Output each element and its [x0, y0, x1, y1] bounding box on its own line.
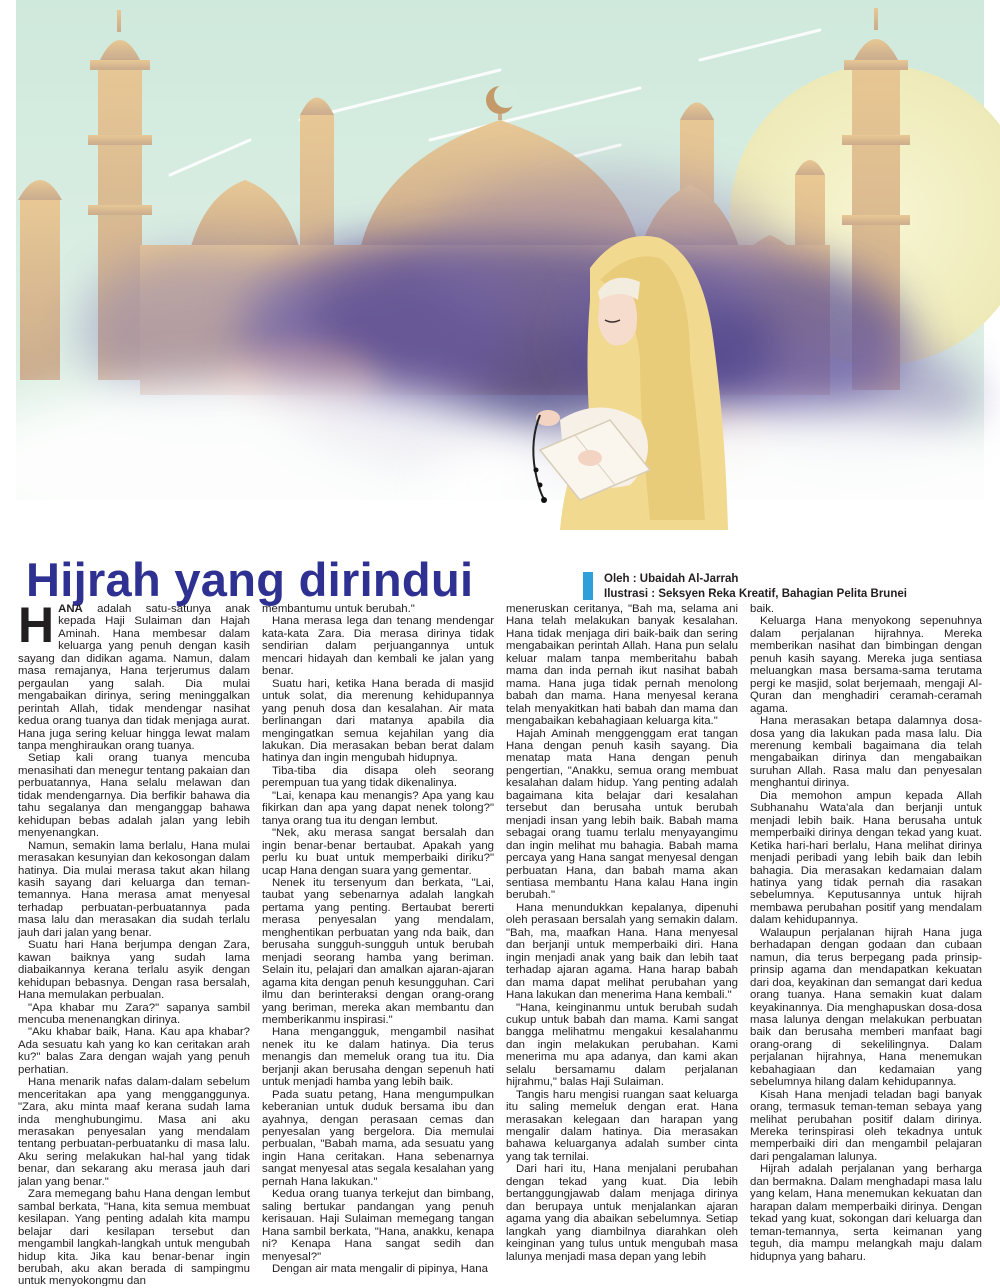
byline: Oleh : Ubaidah Al-Jarrah: [604, 573, 739, 585]
paragraph: Kisah Hana menjadi teladan bagi banyak orang, termasuk teman-teman sebaya yang melihat perubahan positif dalam dirinya. Mereka terinspirasi oleh tekadnya untuk memperbaiki diri dan mengambil pelajaran dari pengalaman lalunya.: [750, 1088, 982, 1163]
paragraph: Zara memegang bahu Hana dengan lembut sambal berkata, "Hana, kita semua membuat kesilapan. Yang penting adalah kita mampu belajar dari kesilapan tersebut dan mengambil langkah-langkah untuk mengubah hidup kita. Jika kau benar-benar ingin berubah, aku akan berada di sampingmu untuk menyokongmu dan: [18, 1188, 250, 1286]
article-illustration: [0, 0, 1000, 560]
paragraph: Suatu hari, ketika Hana berada di masjid untuk solat, dia merenung kehidupannya yang penuh dosa dan kesalahan. Air mata berlinangan dari matanya apabila dia mengingatkan semua kejahilan yang dia lakukan. Dia merasakan beban berat dalam hatinya dan ingin mengubah hidupnya.: [262, 677, 494, 765]
mosque-prayer-illustration: [0, 0, 1000, 560]
drop-cap: H: [18, 603, 55, 653]
text-column-1: [18, 603, 250, 1286]
paragraph: Hijrah adalah perjalanan yang berharga dan bermakna. Dalam menghadapi masa lalu yang kelam, Hana menemukan kekuatan dan harapan dalam memperbaiki dirinya. Dengan tekad yang kuat, sokongan dari keluarga dan teman-temannya, serta keimanan yang teguh, dia mampu melangkah maju dalam hidupnya yang baharu.: [750, 1163, 982, 1263]
paragraph: "Nek, aku merasa sangat bersalah dan ingin benar-benar bertaubat. Apakah yang perlu ku buat untuk memperbaiki diriku?" ucap Hana dengan suara yang gementar.: [262, 827, 494, 877]
paragraph-text: adalah satu-satunya anak kepada Haji Sulaiman dan Hajah Aminah. Hana membesar dalam keluarga yang penuh dengan kasih sayang dan didikan agama. Namun, dalam masa remajanya, Hana terjerumus dalam pergaulan yang salah. Dia mulai mengabaikan dirinya, sering meninggalkan perintah Allah, tidak mendengar nasihat kedua orang tuanya dan tidak menjaga aurat. Hana juga sering keluar hingga lewat malam tanpa menghiraukan orang tuanya.: [18, 603, 250, 752]
paragraph: "Lai, kenapa kau menangis? Apa yang kau fikirkan dan apa yang dapat nenek tolong?" tanya orang tua itu dengan lembut.: [262, 789, 494, 827]
paragraph: Hajah Aminah menggenggam erat tangan Hana dengan penuh kasih sayang. Dia menatap mata Hana dengan penuh pengertian, "Anakku, semua orang membuat kesalahan dalam hidup. Yang penting adalah bagaimana kita belajar dari kesalahan tersebut dan berusaha untuk berubah menjadi insan yang lebih baik. Babah mama sebagai orang tuamu terlalu menyayangimu dan ingin melihat mu bahagia. Babah mama percaya yang Hana sangat menyesal dengan perbuatan Hana, dan babah mama akan sentiasa membantu Hana kalau Hana ingin berubah.": [506, 727, 738, 902]
paragraph: Dari hari itu, Hana menjalani perubahan dengan tekad yang kuat. Dia lebih bertanggungjawab dalam menjaga dirinya dan berupaya untuk menjalankan ajaran agama yang dia abaikan sebelumnya. Setiap langkah yang diambilnya diarahkan oleh keinginan yang tulus untuk mengubah masa lalunya menjadi masa depan yang lebih: [506, 1163, 738, 1263]
paragraph: "Aku khabar baik, Hana. Kau apa khabar? Ada sesuatu kah yang ko kan ceritakan arah ku?" balas Zara dengan wajah yang penuh perhatian.: [18, 1026, 250, 1076]
article-body: [18, 603, 982, 1286]
paragraph: Hana merasa lega dan tenang mendengar kata-kata Zara. Dia merasa dirinya tidak sendirian dalam perjuangannya untuk mencari hidayah dan kembali ke jalan yang benar.: [262, 615, 494, 678]
paragraph: Namun, semakin lama berlalu, Hana mulai merasakan kesunyian dan kekosongan dalam hatinya. Dia mulai merasa takut akan hilang kasih sayang dari keluarga dan teman-temannya. Hana merasa amat menyesal terhadap perbuatan-perbuatannya pada masa lalu dan merasakan dia sudah terlalu jauh dari jalan yang benar.: [18, 839, 250, 939]
paragraph: Keluarga Hana menyokong sepenuhnya dalam perjalanan hijrahnya. Mereka memberikan nasihat dan bimbingan dengan penuh kasih sayang. Mereka juga sentiasa meluangkan masa bersama-sama terutama pergi ke masjid, solat berjemaah, mengaji Al-Quran dan menghadiri ceramah-ceramah agama.: [750, 615, 982, 715]
paragraph: "Hana, keinginanmu untuk berubah sudah cukup untuk babah dan mama. Kami sangat bangga melihatmu mengakui kesalahanmu dan ingin melakukan perubahan. Kami menerima mu apa adanya, dan kami akan selalu bersamamu dalam perjalanan hijrahmu," balas Haji Sulaiman.: [506, 1001, 738, 1089]
text-column-2: [262, 603, 494, 1286]
paragraph: "Apa khabar mu Zara?" sapanya sambil mencuba menenangkan dirinya.: [18, 1001, 250, 1026]
paragraph: Walaupun perjalanan hijrah Hana juga berhadapan dengan godaan dan cubaan namun, dia terus berpegang pada prinsip-prinsip agama dan mendapatkan kekuatan dari doa, keyakinan dan semangat dari kedua orang tuanya. Hana semakin kuat dalam keyakinannya. Dia menghapuskan dosa-dosa masa lalunya dengan melakukan perbuatan baik dan berusaha memberi manfaat bagi orang-orang di sekelilingnya. Dalam perjalanan hijrahnya, Hana menemukan kebahagiaan dan kedamaian yang sebelumnya hilang dalam kehidupannya.: [750, 926, 982, 1089]
paragraph: membantumu untuk berubah.": [262, 603, 415, 615]
paragraph: baik.: [750, 603, 775, 615]
article-credits: [604, 572, 907, 601]
paragraph: Tangis haru mengisi ruangan saat keluarga itu saling memeluk dengan erat. Hana merasakan kelegaan dan harapan yang mengalir dalam hatinya. Dia merasakan bahawa keluarganya adalah sumber cinta yang tak ternilai.: [506, 1088, 738, 1163]
paragraph: Hana menarik nafas dalam-dalam sebelum menceritakan apa yang mengganggunya. "Zara, aku minta maaf kerana sudah lama inda menghubungimu. Masa ani aku merasakan penyesalan yang mendalam tentang perbuatan-perbuatanku di masa lalu. Aku sering melakukan hal-hal yang tidak benar, dan sekarang aku merasa jauh dari jalan yang benar.": [18, 1076, 250, 1188]
paragraph: Kedua orang tuanya terkejut dan bimbang, saling bertukar pandangan yang penuh kerisauan. Haji Sulaiman memegang tangan Hana sambil berkata, "Hana, anakku, kenapa ni? Kenapa Hana sangat sedih dan menyesal?": [262, 1188, 494, 1263]
paragraph: Hana menundukkan kepalanya, dipenuhi oleh perasaan bersalah yang semakin dalam. "Bah, ma, maafkan Hana. Hana menyesal dan berjanji untuk memperbaiki diri. Hana ingin menjadi anak yang baik dan lebih taat terhadap ajaran agama. Hana harap babah dan mama dapat melihat perubahan yang Hana lakukan dan menerima Hana kembali.": [506, 901, 738, 1002]
paragraph: Setiap kali orang tuanya mencuba menasihati dan menegur tentang pakaian dan perbuatannya, Hana selalu melawan dan tidak mendengarnya. Dia berfikir bahawa dia tahu segalanya dan menganggap bahawa kehidupan bebas adalah jalan yang lebih menyenangkan.: [18, 752, 250, 840]
article-title: Hijrah yang dirindui: [26, 553, 474, 606]
paragraph: Hana mengangguk, mengambil nasihat nenek itu ke dalam hatinya. Dia terus menangis dan memeluk orang tua itu. Dia berjanji akan berusaha dengan sepenuh hati untuk menjadi hamba yang lebih baik.: [262, 1026, 494, 1089]
drop-cap-tail: ANA: [58, 603, 83, 615]
title-accent-bar: [583, 572, 593, 600]
paragraph: Dia memohon ampun kepada Allah Subhanahu Wata'ala dan berjanji untuk menjadi lebih baik. Hana berusaha untuk memperbaiki dirinya dengan tekad yang kuat. Ketika hari-hari berlalu, Hana melihat dirinya menjadi peribadi yang lebih baik dan lebih bahagia. Dia merasakan kedamaian dalam hatinya yang tidak pernah dia rasakan sebelumnya. Keputusannya untuk hijrah membawa perubahan positif yang mendalam dalam kehidupannya.: [750, 789, 982, 927]
text-column-3: [506, 603, 738, 1286]
paragraph: Tiba-tiba dia disapa oleh seorang perempuan tua yang tidak dikenalinya.: [262, 764, 494, 790]
paragraph: Pada suatu petang, Hana mengumpulkan keberanian untuk duduk bersama ibu dan ayahnya, dengan perasaan cemas dan penyesalan yang bergelora. Dia memulai perbualan, "Babah mama, ada sesuatu yang ingin Hana ceritakan. Hana sebenarnya sangat menyesal atas segala kesalahan yang pernah Hana lakukan.": [262, 1088, 494, 1188]
paragraph: Dengan air mata mengalir di pipinya, Hana: [272, 1263, 488, 1276]
paragraph: Hana merasakan betapa dalamnya dosa-dosa yang dia lakukan pada masa lalu. Dia merenung kembali bagaimana dia telah mengabaikan dirinya dan mengabaikan suruhan Allah. Rasa malu dan penyesalan menghantui dirinya.: [750, 715, 982, 790]
paragraph: meneruskan ceritanya, "Bah ma, selama ani Hana telah melakukan banyak kesalahan. Hana tidak menjaga diri baik-baik dan sering mengabaikan perintah Allah. Hana pun selalu keluar malam tanpa memberitahu babah mama dan inda pernah ikut nasihat babah mama. Hana juga tidak pernah menolong babah dan mama. Hana menyesal kerana telah menyakitkan hati babah dan mama dan mengabaikan kebahagiaan keluarga kita.": [506, 603, 738, 728]
paragraph: [18, 603, 250, 752]
text-column-4: [750, 603, 982, 1286]
paragraph: Nenek itu tersenyum dan berkata, "Lai, taubat yang sebenarnya adalah langkah pertama yang penting. Bertaubat bererti merasa penyesalan yang mendalam, menghentikan perbuatan yang nda baik, dan berusaha sungguh-sungguh untuk berubah menjadi seorang hamba yang beriman. Selain itu, pelajari dan amalkan ajaran-ajaran agama kita dengan penuh kesungguhan. Cari ilmu dan berinteraksi dengan orang-orang yang beriman, mereka akan membantu dan memberikanmu inspirasi.": [262, 876, 494, 1026]
illustration-credit: Ilustrasi : Seksyen Reka Kreatif, Bahagian Pelita Brunei: [604, 587, 907, 600]
paragraph: Suatu hari Hana berjumpa dengan Zara, kawan baiknya yang sudah lama diabaikannya kerana terlalu asyik dengan kehidupan bebasnya. Dengan rasa bersalah, Hana memulakan perbualan.: [18, 939, 250, 1002]
